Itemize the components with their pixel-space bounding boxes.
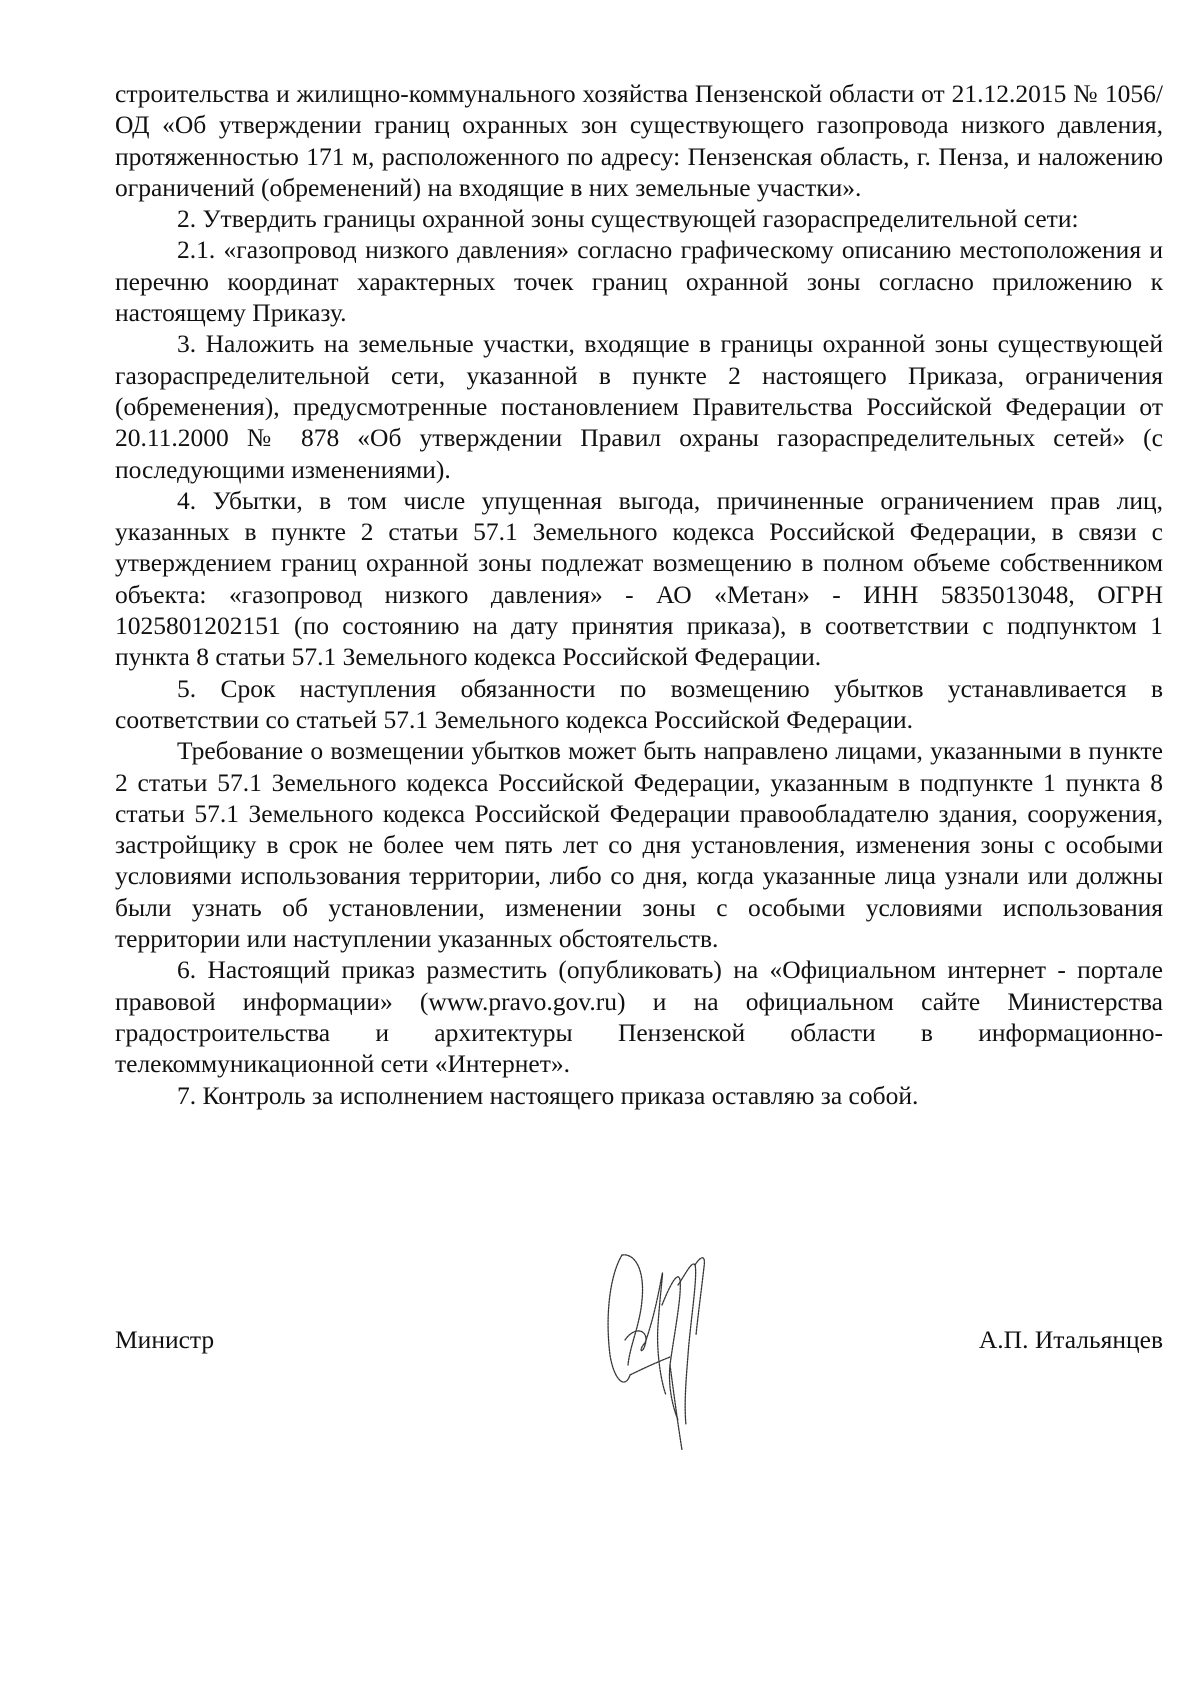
paragraph-damages-claim: Требование о возмещении убытков может быть направлено лицами, указанными в пункте 2 статьи 57.1 Земельного кодекса Российской Федерации, указанным в подпункте 1 пункта 8 статьи 57.1 Земельного кодекса Российской Федерации правообладателю здания, сооружения, застройщику в срок не более чем пять лет со дня установления, изменения зоны с особыми условиями использования территории, либо со дня, когда указанные лица узнали или должны были узнать об установлении, изменении зоны с особыми условиями использования территории или наступлении указанных обстоятельств. <box>115 736 1163 954</box>
paragraph-item-3: 3. Наложить на земельные участки, входящие в границы охранной зоны существующей газораспределительной сети, указанной в пункте 2 настоящего Приказа, ограничения (обременения), предусмотренные постановлением Правительства Российской Федерации от 20.11.2000 № 878 «Об утверждении Правил охраны газораспределительных сетей» (с последующими изменениями). <box>115 329 1163 484</box>
paragraph-item-5: 5. Срок наступления обязанности по возмещению убытков устанавливается в соответствии со статьей 57.1 Земельного кодекса Российской Федерации. <box>115 673 1163 734</box>
handwritten-signature <box>600 1245 790 1455</box>
paragraph-item-6: 6. Настоящий приказ разместить (опубликовать) на «Официальном интернет - портале правовой информации» (www.pravo.gov.ru) и на официальном сайте Министерства градостроительства и архитектуры Пензенской области в информационно-телекоммуникационной сети «Интернет». <box>115 955 1163 1079</box>
paragraph-item-2-1: 2.1. «газопровод низкого давления» согласно графическому описанию местоположения и перечню координат характерных точек границ охранной зоны согласно приложению к настоящему Приказу. <box>115 235 1163 328</box>
signatory-title: Министр <box>115 1325 215 1354</box>
document-body <box>115 78 1163 1111</box>
paragraph-continuation: строительства и жилищно-коммунального хозяйства Пензенской области от 21.12.2015 № 1056/ОД «Об утверждении границ охранных зон существующего газопровода низкого давления, протяженностью 171 м, расположенного по адресу: Пензенская область, г. Пенза, и наложению ограничений (обременений) на входящие в них земельные участки». <box>115 79 1163 202</box>
paragraph-item-4: 4. Убытки, в том числе упущенная выгода, причиненные ограничением прав лиц, указанных в пункте 2 статьи 57.1 Земельного кодекса Российской Федерации, в связи с утверждением границ охранной зоны подлежат возмещению в полном объеме собственником объекта: «газопровод низкого давления» - АО «Метан» - ИНН 5835013048, ОГРН 1025801202151 (по состоянию на дату принятия приказа), в соответствии с подпунктом 1 пункта 8 статьи 57.1 Земельного кодекса Российской Федерации. <box>115 485 1163 672</box>
signatory-name: А.П. Итальянцев <box>978 1325 1163 1354</box>
paragraph-item-7: 7. Контроль за исполнением настоящего приказа оставляю за собой. <box>177 1080 919 1110</box>
paragraph-item-2: 2. Утвердить границы охранной зоны существующей газораспределительной сети: <box>177 204 1079 234</box>
